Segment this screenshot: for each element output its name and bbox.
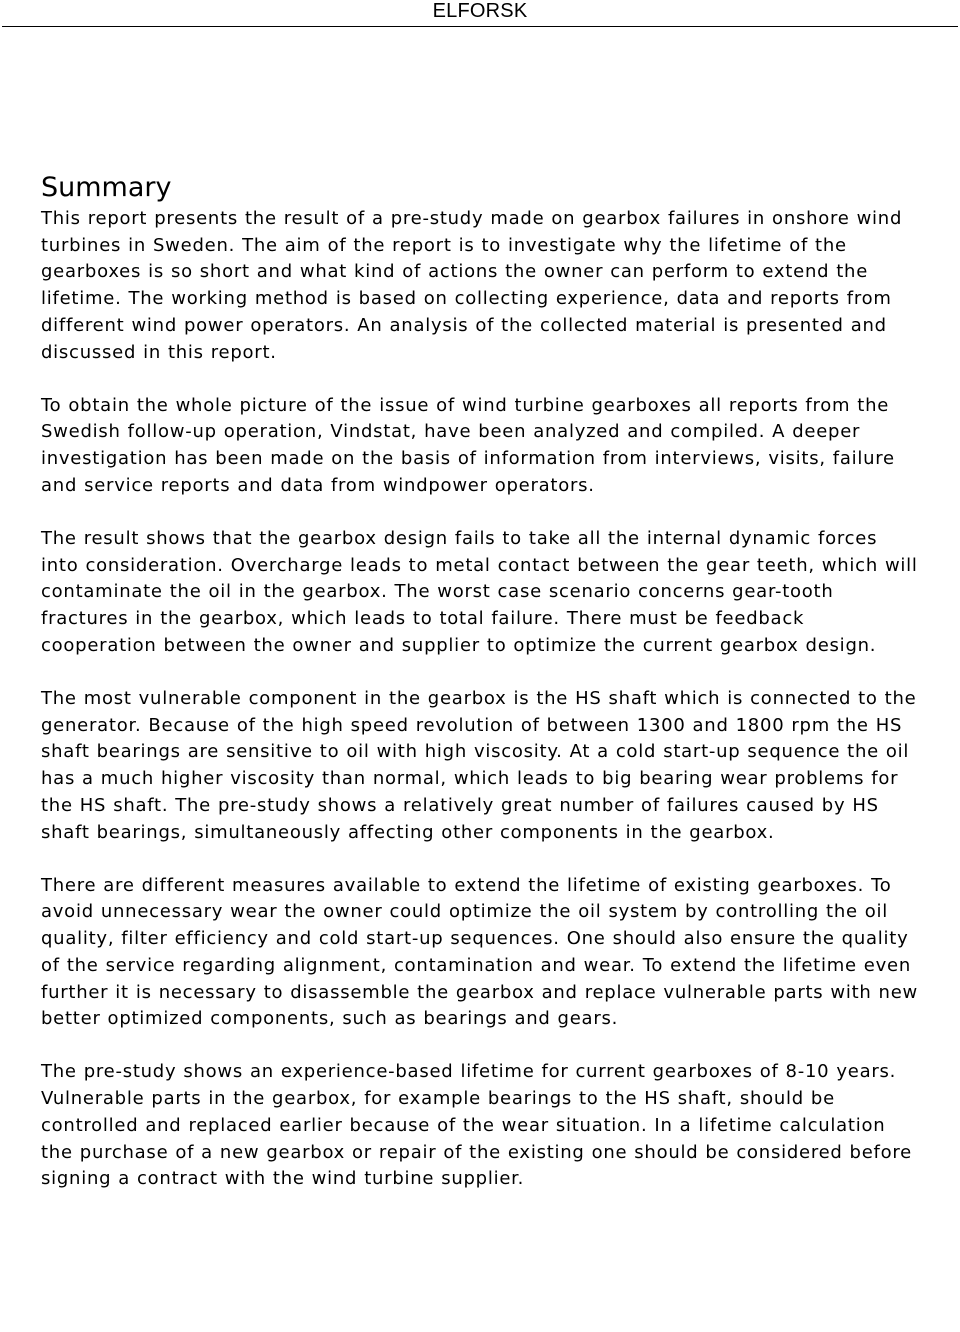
summary-paragraph: There are different measures available to extend the lifetime of existing gearboxes. To avoid unnecessary wear the owner could optimize the oil system by controlling the oil quality, filter efficiency and cold start-up sequences. One should also ensure the quality of the service regarding alignment, contamination and wear. To extend the lifetime even further it is necessary to disassemble the gearbox and replace vulnerable parts with new better optimized components, such as bearings and gears. — [41, 874, 919, 1030]
summary-paragraph: The result shows that the gearbox design fails to take all the internal dynamic forces into consideration. Overcharge leads to metal contact between the gear teeth, which will contaminate the oil in the gearbox. The worst case scenario concerns gear-tooth fractures in the gearbox, which leads to total failure. There must be feedback cooperation between the owner and supplier to optimize the current gearbox design. — [41, 528, 918, 656]
page-header — [0, 0, 960, 27]
summary-heading: Summary — [41, 172, 172, 203]
summary-section — [41, 170, 921, 1193]
summary-paragraph: This report presents the result of a pre-study made on gearbox failures in onshore wind turbines in Sweden. The aim of the report is to investigate why the lifetime of the gearboxes is so short and what kind of actions the owner can perform to extend the lifetime. The working method is based on collecting experience, data and reports from different wind power operators. An analysis of the collected material is presented and discussed in this report. — [41, 208, 903, 363]
header-divider — [2, 26, 958, 27]
summary-paragraph: The most vulnerable component in the gearbox is the HS shaft which is connected to the generator. Because of the high speed revolution of between 1300 and 1800 rpm the HS shaft bearings are sensitive to oil with high viscosity. At a cold start-up sequence the oil has a much higher viscosity than normal, which leads to big bearing wear problems for the HS shaft. The pre-study shows a relatively great number of failures caused by HS shaft bearings, simultaneously affecting other components in the gearbox. — [41, 688, 917, 843]
summary-paragraph: To obtain the whole picture of the issue of wind turbine gearboxes all reports from the Swedish follow-up operation, Vindstat, have been analyzed and compiled. A deeper investigation has been made on the basis of information from interviews, visits, failure and service reports and data from windpower operators. — [41, 394, 895, 496]
summary-paragraph: The pre-study shows an experience-based lifetime for current gearboxes of 8-10 years. Vulnerable parts in the gearbox, for example bearings to the HS shaft, should be controlled and replaced earlier because of the wear situation. In a lifetime calculation the purchase of a new gearbox or repair of the existing one should be considered before signing a contract with the wind turbine supplier. — [41, 1061, 912, 1190]
header-title: ELFORSK — [432, 0, 528, 22]
